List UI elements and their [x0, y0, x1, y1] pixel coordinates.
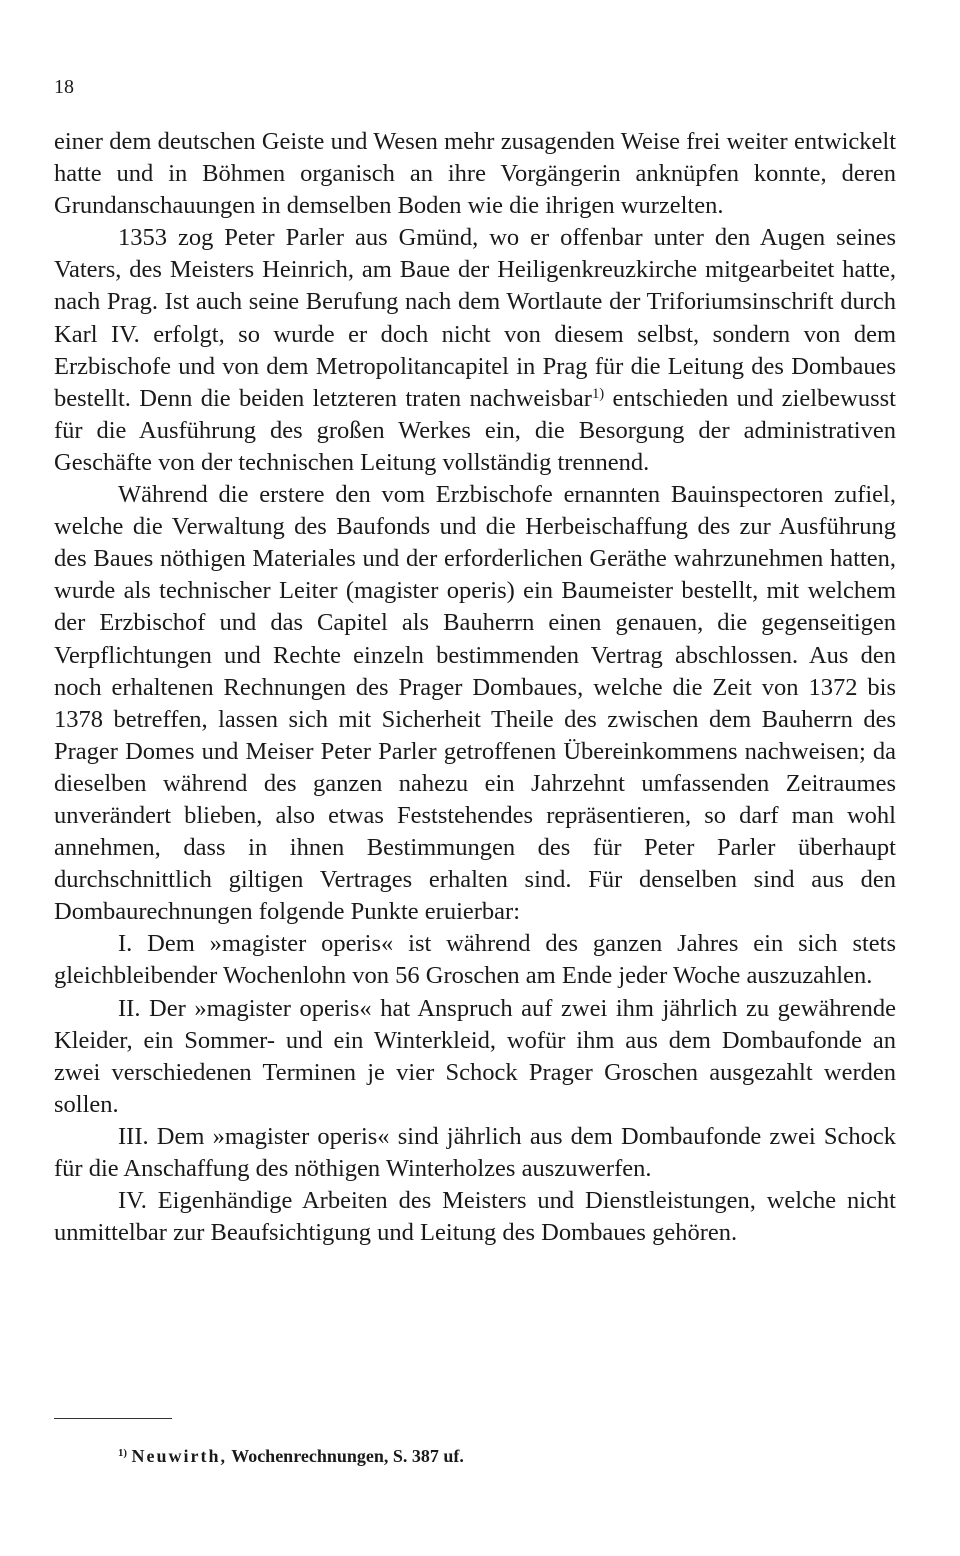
paragraph-2-text-b: entschieden und zielbewusst für die Ausführung des großen Werkes ein, die Besorgung der administrativen Geschäfte von der technischen Leitung vollständig trennend. [54, 384, 896, 476]
paragraph-point-1: I. Dem »magister operis« ist während des ganzen Jahres ein sich stets gleichbleibender Wochenlohn von 56 Groschen am Ende jeder Woche auszuzahlen. [54, 930, 896, 990]
paragraph-point-2: II. Der »magister operis« hat Anspruch auf zwei ihm jährlich zu gewährende Kleider, ein Sommer- und ein Winterkleid, wofür ihm aus dem Dombaufonde an zwei verschiedenen Terminen je vier Schock Prager Groschen ausgezahlt werden sollen. [54, 994, 896, 1118]
footnote-reference[interactable]: 1) [591, 385, 605, 402]
page-number: 18 [54, 76, 74, 98]
footnote [118, 1446, 464, 1467]
footnote-text: Wochenrechnungen, S. 387 uf. [231, 1446, 464, 1466]
body-text [54, 126, 896, 1249]
paragraph-point-3: III. Dem »magister operis« sind jährlich aus dem Dombaufonde zwei Schock für die Anschaffung des nöthigen Winterholzes auszuwerfen. [54, 1122, 896, 1182]
paragraph-2 [54, 222, 896, 479]
footnote-divider [54, 1418, 172, 1419]
paragraph-1: einer dem deutschen Geiste und Wesen mehr zusagenden Weise frei weiter entwickelt hatte und in Böhmen organisch an ihre Vorgängerin anknüpfen konnte, deren Grundanschauungen in demselben Boden wie die ihrigen wurzelten. [54, 128, 896, 220]
paragraph-point-4: IV. Eigenhändige Arbeiten des Meisters und Dienstleistungen, welche nicht unmittelbar zur Beaufsichtigung und Leitung des Dombaues gehören. [54, 1187, 896, 1247]
footnote-marker: 1) [118, 1447, 127, 1460]
paragraph-2-text-a: 1353 zog Peter Parler aus Gmünd, wo er offenbar unter den Augen seines Vaters, des Meisters Heinrich, am Baue der Heiligenkreuzkirche mitgearbeitet hatte, nach Prag. Ist auch seine Berufung nach dem Wortlaute der Triforiumsinschrift durch Karl IV. erfolgt, so wurde er doch nicht von diesem selbst, sondern von dem Erzbischofe und von dem Metropolitancapitel in Prag für die Leitung des Dombaues bestellt. Denn die beiden letzteren traten nachweisbar [54, 224, 896, 412]
paragraph-3: Während die erstere den vom Erzbischofe ernannten Bauinspectoren zufiel, welche die Verwaltung des Baufonds und die Herbeischaffung des zur Ausführung des Baues nöthigen Materiales und der erforderlichen Geräthe wahrzunehmen hatten, wurde als technischer Leiter (magister operis) ein Baumeister bestellt, mit welchem der Erzbischof und das Capitel als Bauherrn einen genauen, die gegenseitigen Verpflichtungen und Rechte einzeln bestimmenden Vertrag abschlossen. Aus den noch erhaltenen Rechnungen des Prager Dombaues, welche die Zeit von 1372 bis 1378 betreffen, lassen sich mit Sicherheit Theile des zwischen dem Bauherrn des Prager Domes und Meiser Peter Parler getroffenen Übereinkommens nachweisen; da dieselben während des ganzen nahezu ein Jahrzehnt umfassenden Zeitraumes unverändert blieben, also etwas Feststehendes repräsentieren, so darf man wohl annehmen, dass in ihnen Bestimmungen des für Peter Parler überhaupt durchschnittlich giltigen Vertrages erhalten sind. Für denselben sind aus den Dombaurechnungen folgende Punkte eruierbar: [54, 481, 896, 926]
footnote-author: Neuwirth, [131, 1446, 227, 1466]
